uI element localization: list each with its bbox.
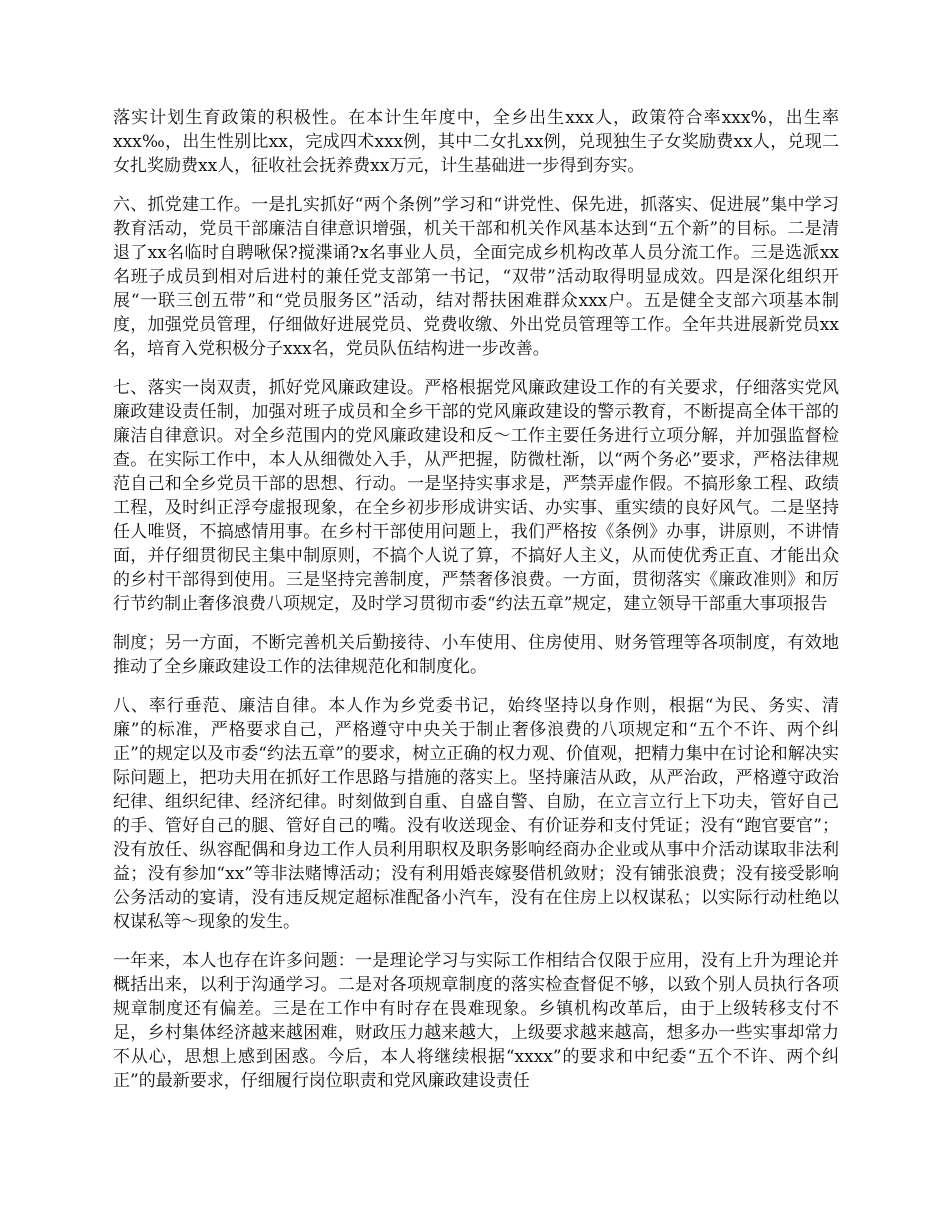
paragraph-problems: 一年来，本人也存在许多问题：一是理论学习与实际工作相结合仅限于应用，没有上升为理论并概括出来，以利于沟通学习。二是对各项规章制度的落实检查督促不够，以致个别人员执行各项规章制度还有偏差。三是在工作中有时存在畏难现象。乡镇机构改革后，由于上级转移支付不足，乡村集体经济越来越困难，财政压力越来越大，上级要求越来越高，想多办一些实事却常力不从心，思想上感到困惑。今后，本人将继续根据“xxxx”的要求和中纪委“五个不许、两个纠正”的最新要求，仔细履行岗位职责和党风廉政建设责任 — [113, 951, 839, 1091]
paragraph-self-discipline: 八、率行垂范、廉洁自律。本人作为乡党委书记，始终坚持以身作则，根据“为民、务实、清廉”的标准，严格要求自己，严格遵守中央关于制止奢侈浪费的八项规定和“五个不许、两个纠正”的规定以及市委“约法五章”的要求，树立正确的权力观、价值观，把精力集中在讨论和解决实际问题上，把功夫用在抓好工作思路与措施的落实上。坚持廉洁从政，从严治政，严格遵守政治纪律、组织纪律、经济纪律。时刻做到自重、自盛自警、自励，在立言立行上下功夫，管好自己的手、管好自己的腿、管好自己的嘴。没有收送现金、有价证券和支付凭证；没有“跑官要官”；没有放任、纵容配偶和身边工作人员利用职权及职务影响经商办企业或从事中介活动谋取非法利益；没有参加“xx”等非法赌博活动；没有利用婚丧嫁娶借机敛财；没有铺张浪费；没有接受影响公务活动的宴请，没有违反规定超标准配备小汽车，没有在住房上以权谋私；以实际行动杜绝以权谋私等～现象的发生。 — [113, 696, 839, 932]
paragraph-system-improvement: 制度；另一方面，不断完善机关后勤接待、小车使用、住房使用、财务管理等各项制度，有效地推动了全乡廉政建设工作的法律规范化和制度化。 — [113, 633, 839, 677]
paragraph-party-building: 六、抓党建工作。一是扎实抓好“两个条例”学习和“讲党性、保先进，抓落实、促进展”集中学习教育活动，党员干部廉洁自律意识增强，机关干部和机关作风基本达到“五个新”的目标。二是清退了xx名临时自聘啾保?搅渫诵?x名事业人员，全面完成乡机构改革人员分流工作。三是选派xx名班子成员到相对后进村的兼任党支部第一书记，“双带”活动取得明显成效。四是深化组织开展“一联三创五带”和“党员服务区”活动，结对帮扶困难群众xxx户。五是健全支部六项基本制度，加强党员管理，仔细做好进展党员、党费收缴、外出党员管理等工作。全年共进展新党员xx名，培育入党积极分子xxx名，党员队伍结构进一步改善。 — [113, 195, 839, 359]
document-body — [113, 106, 839, 1108]
paragraph-clean-government: 七、落实一岗双责，抓好党风廉政建设。严格根据党风廉政建设工作的有关要求，仔细落实党风廉政建设责任制，加强对班子成员和全乡干部的党风廉政建设的警示教育，不断提高全体干部的廉洁自律意识。对全乡范围内的党风廉政建设和反～工作主要任务进行立项分解，并加强监督检查。在实际工作中，本人从细微处入手，从严把握，防微杜渐，以“两个务必”要求，严格法律规范自己和全乡党员干部的思想、行动。一是坚持实事求是，严禁弄虚作假。不搞形象工程、政绩工程，及时纠正浮夸虚报现象，在全乡初步形成讲实话、办实事、重实绩的良好风气。二是坚持任人唯贤，不搞感情用事。在乡村干部使用问题上，我们严格按《条例》办事，讲原则，不讲情面，并仔细贯彻民主集中制原则，不搞个人说了算，不搞好人主义，从而使优秀正直、才能出众的乡村干部得到使用。三是坚持完善制度，严禁奢侈浪费。一方面，贯彻落实《廉政准则》和厉行节约制止奢侈浪费八项规定，及时学习贯彻市委“约法五章”规定，建立领导干部重大事项报告 — [113, 378, 839, 614]
paragraph-family-planning: 落实计划生育政策的积极性。在本计生年度中，全乡出生xxx人，政策符合率xxx%，出生率xxx‰，出生性别比xx，完成四术xxx例，其中二女扎xx例，兑现独生子女奖励费xx人，兑现二女扎奖励费xx人，征收社会抚养费xx万元，计生基础进一步得到夯实。 — [113, 108, 839, 176]
